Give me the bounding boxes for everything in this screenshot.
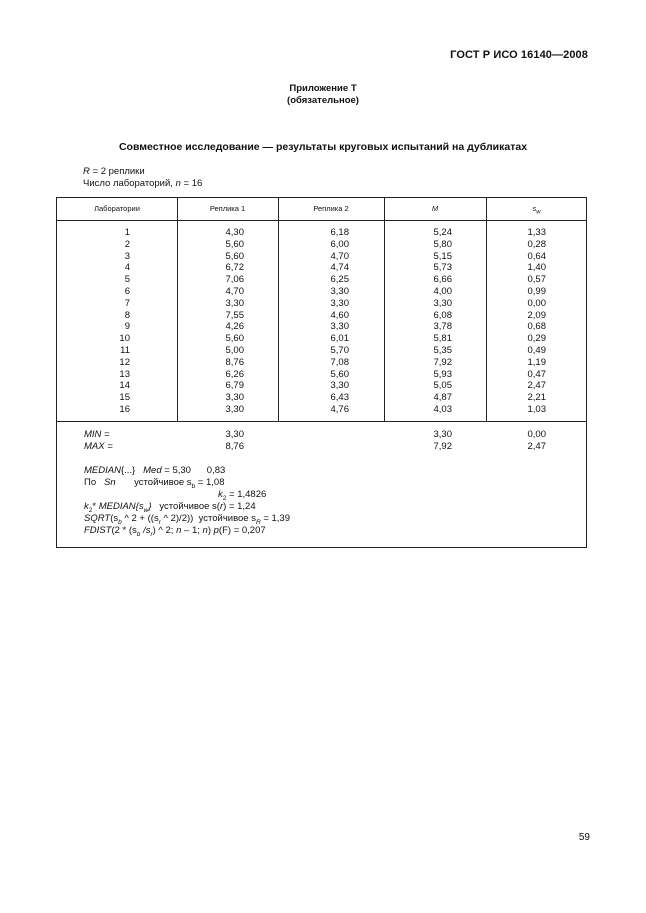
sw-value: 2,09: [527, 309, 546, 321]
m-value: 5,05: [433, 380, 452, 392]
section-heading: Совместное исследование — результаты круговых испытаний на дубликатах: [118, 141, 528, 153]
min-replica-1: 3,30: [225, 429, 244, 440]
replica-1-value: 3,30: [225, 392, 244, 404]
replica-2-value: 4,76: [330, 403, 349, 415]
replica-2-value: 4,74: [330, 262, 349, 274]
header-replica-1: Реплика 1: [209, 204, 246, 213]
m-value: 7,92: [433, 356, 452, 368]
m-value: 4,00: [433, 285, 452, 297]
max-m: 7,92: [433, 441, 452, 452]
replica-2-value: 3,30: [330, 285, 349, 297]
header-sw: $s_w$: [532, 204, 541, 216]
m-value: 5,81: [433, 333, 452, 345]
replica-1-value: 7,55: [225, 309, 244, 321]
replica-1-value: 7,06: [225, 274, 244, 286]
replica-2-value: 6,00: [330, 238, 349, 250]
replica-1-value: 5,60: [225, 333, 244, 345]
replica-1-value: 5,60: [225, 250, 244, 262]
sw-value: 1,19: [527, 356, 546, 368]
replica-2-value: 3,30: [330, 297, 349, 309]
replica-1-value: 4,30: [225, 227, 244, 238]
replica-1-value: 5,00: [225, 344, 244, 356]
lab-number: 7: [124, 297, 130, 309]
column-replica-2: [278, 227, 349, 416]
header-divider: [57, 220, 586, 221]
m-value: 5,35: [433, 344, 452, 356]
m-value: 6,66: [433, 274, 452, 286]
max-label: MAX =: [84, 441, 113, 452]
max-replica-1: 8,76: [225, 441, 244, 452]
appendix-subtitle: (обязательное): [287, 95, 359, 106]
replica-2-value: 3,30: [330, 380, 349, 392]
sw-value: 0,68: [527, 321, 546, 333]
replica-2-value: 3,30: [330, 321, 349, 333]
replica-2-value: 6,18: [330, 227, 349, 238]
replica-1-value: 4,26: [225, 321, 244, 333]
lab-number: 2: [124, 238, 130, 250]
appendix-title: Приложение Т: [289, 83, 357, 94]
lab-number: 10: [119, 333, 130, 345]
results-table: [56, 197, 587, 548]
lab-number: 13: [119, 368, 130, 380]
sw-value: 1,33: [527, 227, 546, 238]
lab-number: 3: [124, 250, 130, 262]
sw-value: 0,57: [527, 274, 546, 286]
m-value: 3,78: [433, 321, 452, 333]
formula-median: MEDIAN{...} Med = 5,30 0,83: [84, 465, 226, 476]
header-labs: Лаборатории: [94, 204, 140, 213]
column-m: [384, 227, 452, 416]
header-m: M: [431, 204, 439, 213]
sw-value: 0,99: [527, 285, 546, 297]
sw-value: 0,29: [527, 333, 546, 345]
body-divider: [57, 421, 586, 422]
replica-2-value: 6,01: [330, 333, 349, 345]
replica-2-value: 5,60: [330, 368, 349, 380]
replica-2-value: 5,70: [330, 344, 349, 356]
standard-id: ГОСТ Р ИСО 16140—2008: [450, 49, 588, 61]
replica-1-value: 3,30: [225, 297, 244, 309]
lab-number: 1: [124, 227, 130, 238]
sw-value: 2,21: [527, 392, 546, 404]
column-sw: [486, 227, 546, 416]
m-value: 5,80: [433, 238, 452, 250]
m-value: 4,87: [433, 392, 452, 404]
replica-1-value: 3,30: [225, 403, 244, 415]
m-value: 4,03: [433, 403, 452, 415]
formula-k2: $k_2 = 1,4826$: [218, 489, 267, 502]
lab-number: 8: [124, 309, 130, 321]
lab-number: 15: [119, 392, 130, 404]
column-lab-numbers: [57, 227, 130, 416]
min-label: MIN =: [84, 429, 110, 440]
m-value: 5,15: [433, 250, 452, 262]
m-value: 5,24: [433, 227, 452, 238]
lab-number: 12: [119, 356, 130, 368]
labs-param: Число лабораторий, n = 16: [83, 178, 203, 189]
replica-2-value: 6,25: [330, 274, 349, 286]
formula-sn: По Sn устойчивое $s_b = 1,08$: [84, 477, 225, 490]
min-m: 3,30: [433, 429, 452, 440]
formula-sR: $SQRT(s_b$ ^ $2 + ((s_r$ ^ 2)/2)) устойчивое $s_R = 1,39$: [84, 513, 291, 526]
replica-2-value: 6,43: [330, 392, 349, 404]
sw-value: 1,03: [527, 403, 546, 415]
replica-1-value: 6,79: [225, 380, 244, 392]
replica-1-value: 6,72: [225, 262, 244, 274]
m-value: 5,73: [433, 262, 452, 274]
formula-sr: $k_2*$ $MEDIAN\{s_w\}$ устойчивое s(r) = 1,24: [84, 501, 256, 514]
lab-number: 9: [124, 321, 130, 333]
header-replica-2: Реплика 2: [313, 204, 349, 213]
replica-1-value: 4,70: [225, 285, 244, 297]
max-sw: 2,47: [527, 441, 546, 452]
m-value: 6,08: [433, 309, 452, 321]
replica-1-value: 8,76: [225, 356, 244, 368]
replica-2-value: 4,70: [330, 250, 349, 262]
min-sw: 0,00: [527, 429, 546, 440]
page-number: 59: [578, 832, 590, 843]
sw-value: 0,49: [527, 344, 546, 356]
replica-1-value: 6,26: [225, 368, 244, 380]
lab-number: 16: [119, 403, 130, 415]
m-value: 3,30: [433, 297, 452, 309]
replica-2-value: 7,08: [330, 356, 349, 368]
replicas-param: R = 2 реплики: [83, 166, 145, 177]
lab-number: 5: [124, 274, 130, 286]
sw-value: 1,40: [527, 262, 546, 274]
formula-fdist: FDIST(2 * ($s_b$ $/s_r$) ^ 2; n – 1; n) p(F) = 0,207: [84, 525, 266, 538]
sw-value: 0,28: [527, 238, 546, 250]
lab-number: 4: [124, 262, 130, 274]
sw-value: 2,47: [527, 380, 546, 392]
replica-1-value: 5,60: [225, 238, 244, 250]
sw-value: 0,64: [527, 250, 546, 262]
sw-value: 0,47: [527, 368, 546, 380]
lab-number: 14: [119, 380, 130, 392]
replica-2-value: 4,60: [330, 309, 349, 321]
column-replica-1: [177, 227, 244, 416]
m-value: 5,93: [433, 368, 452, 380]
lab-number: 6: [124, 285, 130, 297]
sw-value: 0,00: [527, 297, 546, 309]
lab-number: 11: [120, 344, 130, 356]
